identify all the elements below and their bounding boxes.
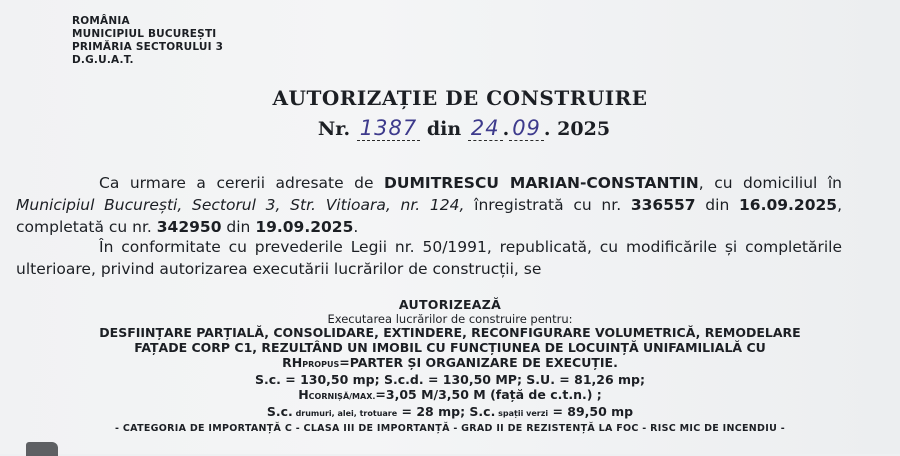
works-line-1: DESFIINȚARE PARȚIALĂ, CONSOLIDARE, EXTINDERE, RECONFIGURARE VOLUMETRICĂ, REMODELARE: [99, 325, 801, 340]
header-country: ROMÂNIA: [72, 15, 130, 27]
completion-date: 19.09.2025: [255, 218, 354, 236]
permit-number-handwritten: 1387: [357, 116, 420, 141]
completion-number: 342950: [156, 218, 222, 236]
works-description: [0, 325, 900, 421]
permit-year: 2025: [557, 118, 611, 140]
registration-number: 336557: [630, 196, 696, 214]
execution-line: Executarea lucrărilor de construire pentru:: [327, 312, 573, 326]
permit-day-handwritten: 24: [468, 116, 503, 141]
applicant-address: Municipiul București, Sectorul 3, Str. Vitioara, nr. 124,: [16, 196, 465, 214]
authorizes-heading: AUTORIZEAZĂ: [398, 297, 502, 312]
request-text-5: , completată cu nr.: [16, 196, 842, 236]
header-department: D.G.U.A.T.: [72, 54, 134, 66]
legal-basis-paragraph: În conformitate cu prevederile Legii nr. 50/1991, republicată, cu modificările și completările ulterioare, privind autorizarea executării lucrărilor de construcții, se: [16, 238, 842, 278]
works-surfaces-line: S.c. = 130,50 mp; S.c.d. = 130,50 MP; S.U. = 81,26 mp;: [254, 372, 645, 387]
request-text-2: , cu domiciliul în: [698, 174, 842, 192]
header-city-hall: PRIMĂRIA SECTORULUI 3: [72, 41, 224, 53]
permit-number-line: Nr. 1387 din 24 . 09 . 2025: [317, 116, 611, 140]
number-prefix: Nr.: [317, 118, 351, 140]
classification-footer: - CATEGORIA DE IMPORTANȚĂ C - CLASA III DE IMPORTANȚĂ - GRAD II DE REZISTENȚĂ LA FOC - RISC MIC DE INCENDIU -: [115, 423, 785, 434]
works-areas-line: S.c. drumuri, alei, trotuare = 28 mp; S.c. spații verzi = 89,50 mp: [266, 404, 634, 419]
request-text-4: din: [695, 196, 739, 214]
works-height-line: HCORNIȘĂ/MAX.=3,05 M/3,50 M (față de c.t.n.) ;: [298, 387, 602, 402]
request-text-6: din: [221, 218, 256, 236]
issuer-header: [72, 15, 223, 67]
request-paragraph: [16, 172, 842, 238]
applicant-name: DUMITRESCU MARIAN-CONSTANTIN: [384, 174, 699, 192]
request-text-7: .: [353, 218, 359, 236]
header-municipality: MUNICIPIUL BUCUREȘTI: [72, 28, 217, 40]
request-text-3: înregistrată cu nr.: [464, 196, 631, 214]
document-title: AUTORIZAȚIE DE CONSTRUIRE: [272, 86, 648, 110]
registration-date: 16.09.2025: [739, 196, 838, 214]
works-line-2: FAȚADE CORP C1, REZULTÂND UN IMOBIL CU FUNCȚIUNEA DE LOCUINȚĂ UNIFAMILIALĂ CU: [134, 340, 766, 355]
permit-month-handwritten: 09: [509, 116, 544, 141]
date-prefix: din: [426, 118, 462, 140]
works-line-3: RHPROPUS=PARTER ȘI ORGANIZARE DE EXECUȚIE.: [282, 355, 618, 370]
request-text-1: Ca urmare a cererii adresate de: [99, 174, 385, 192]
